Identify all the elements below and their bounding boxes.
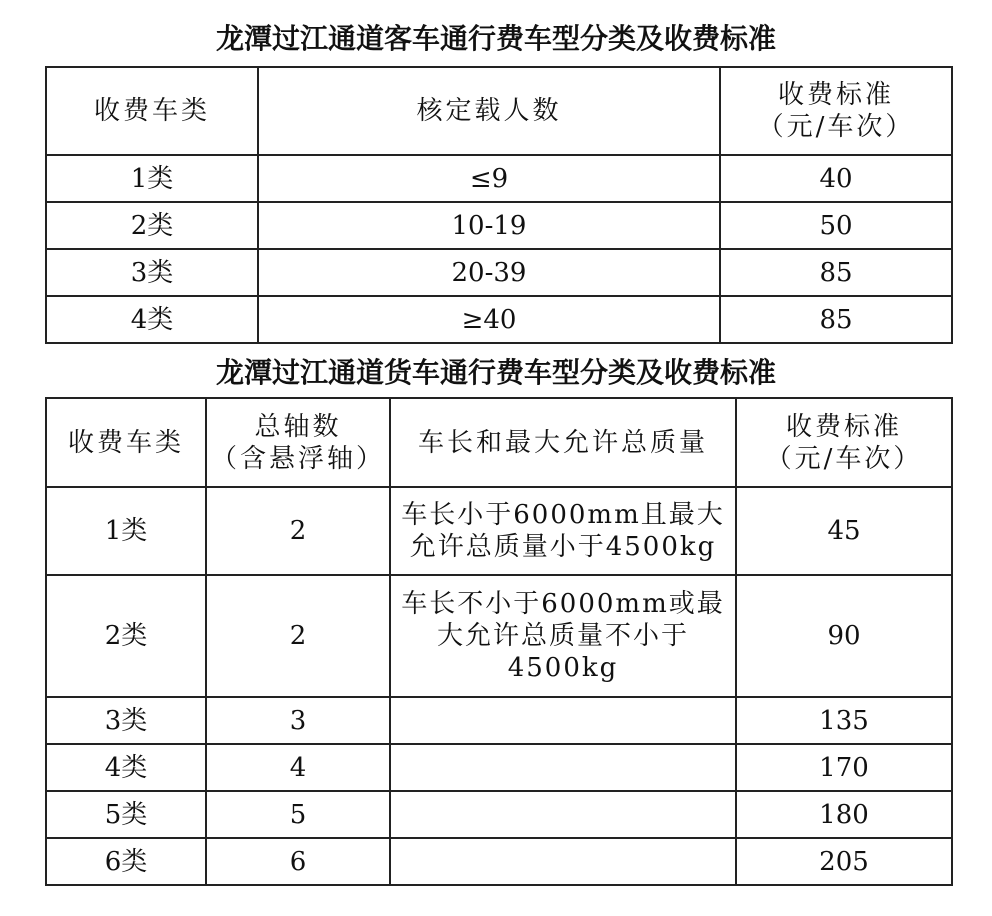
header-fee-standard-label: 收费标准 (777, 80, 894, 110)
length-mass-line: 车长不小于6000mm或最 (401, 589, 725, 619)
seats-cell: 20-39 (258, 249, 720, 296)
table-row (46, 575, 952, 697)
header-fee-standard-label: 收费标准 (785, 411, 902, 442)
header-fee-standard-unit: （元/车次） (757, 112, 915, 142)
cargo-table-title: 龙潭过江通道货车通行费车型分类及收费标准 (215, 356, 776, 389)
vehicle-class-cell: 5类 (46, 791, 206, 838)
length-mass-cell (390, 575, 736, 697)
seats-cell: ≤9 (258, 155, 720, 202)
length-mass-cell (390, 791, 736, 838)
vehicle-class-cell: 4类 (46, 296, 258, 343)
fee-cell: 85 (720, 296, 952, 343)
header-fee-standard (736, 398, 952, 487)
axle-count-cell: 2 (206, 487, 390, 575)
vehicle-class-cell: 1类 (46, 155, 258, 202)
header-approved-seats: 核定载人数 (258, 67, 720, 155)
fee-cell: 50 (720, 202, 952, 249)
fee-cell: 85 (720, 249, 952, 296)
fee-cell: 45 (736, 487, 952, 575)
length-mass-line: 允许总质量小于4500kg (409, 532, 717, 562)
vehicle-class-cell: 3类 (46, 697, 206, 744)
passenger-fee-table (45, 66, 953, 344)
header-vehicle-class: 收费车类 (46, 398, 206, 487)
header-fee-standard (720, 67, 952, 155)
table-row (46, 838, 952, 885)
table-row (46, 697, 952, 744)
header-fee-standard-unit: （元/车次） (765, 443, 923, 474)
header-axle-count-note: （含悬浮轴） (210, 443, 385, 474)
vehicle-class-cell: 6类 (46, 838, 206, 885)
fee-cell: 40 (720, 155, 952, 202)
length-mass-cell (390, 487, 736, 575)
fee-cell: 90 (736, 575, 952, 697)
fee-cell: 205 (736, 838, 952, 885)
length-mass-line: 4500kg (507, 653, 619, 683)
passenger-table-title: 龙潭过江通道客车通行费车型分类及收费标准 (215, 22, 776, 55)
length-mass-cell (390, 744, 736, 791)
seats-cell: ≥40 (258, 296, 720, 343)
vehicle-class-cell: 2类 (46, 575, 206, 697)
axle-count-cell: 2 (206, 575, 390, 697)
axle-count-cell: 4 (206, 744, 390, 791)
cargo-fee-table (45, 397, 953, 886)
length-mass-line: 大允许总质量不小于 (436, 621, 689, 651)
table-row (46, 202, 952, 249)
axle-count-cell: 6 (206, 838, 390, 885)
table-header-row (46, 398, 952, 487)
table-row (46, 744, 952, 791)
vehicle-class-cell: 3类 (46, 249, 258, 296)
fee-cell: 180 (736, 791, 952, 838)
axle-count-cell: 5 (206, 791, 390, 838)
header-vehicle-class: 收费车类 (46, 67, 258, 155)
table-row (46, 791, 952, 838)
vehicle-class-cell: 1类 (46, 487, 206, 575)
table-row (46, 155, 952, 202)
table-row (46, 249, 952, 296)
header-axle-count-label: 总轴数 (254, 411, 342, 442)
length-mass-cell (390, 838, 736, 885)
fee-cell: 135 (736, 697, 952, 744)
header-axle-count (206, 398, 390, 487)
vehicle-class-cell: 2类 (46, 202, 258, 249)
length-mass-line: 车长小于6000mm且最大 (401, 500, 725, 530)
fee-cell: 170 (736, 744, 952, 791)
vehicle-class-cell: 4类 (46, 744, 206, 791)
table-header-row (46, 67, 952, 155)
table-row (46, 487, 952, 575)
table-row (46, 296, 952, 343)
header-length-and-mass: 车长和最大允许总质量 (390, 398, 736, 487)
seats-cell: 10-19 (258, 202, 720, 249)
length-mass-cell (390, 697, 736, 744)
axle-count-cell: 3 (206, 697, 390, 744)
